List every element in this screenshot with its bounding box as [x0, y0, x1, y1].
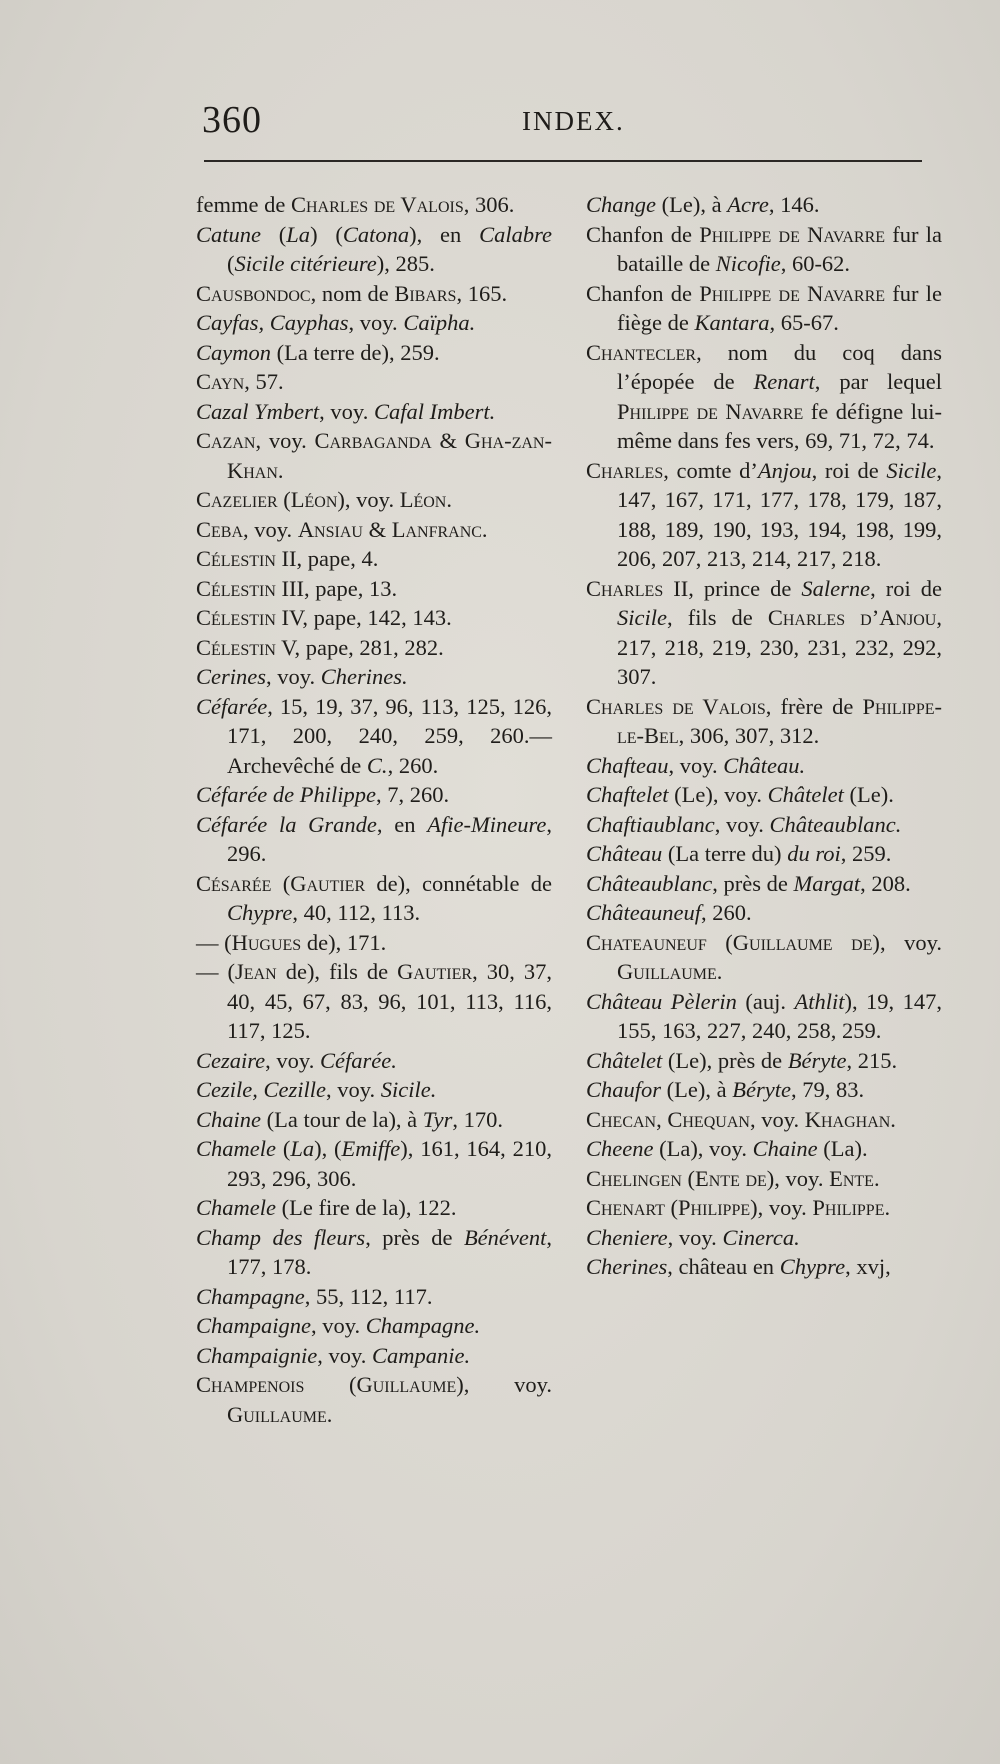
- entry-text-run: (auj.: [736, 988, 795, 1014]
- index-entry: [586, 338, 942, 456]
- entry-text-run: , en: [376, 811, 428, 837]
- entry-text-run: , 306, 307, 312.: [678, 723, 820, 748]
- index-entry: [586, 869, 942, 899]
- entry-text-run: &: [431, 428, 465, 453]
- entry-text-run: , 215.: [846, 1047, 898, 1073]
- entry-text-run: Charles de Valois: [290, 192, 464, 217]
- entry-text-run: , xvj,: [845, 1254, 891, 1279]
- entry-text-run: Philippe de Navarre: [617, 398, 804, 424]
- entry-text-run: (Le), à: [656, 192, 728, 217]
- index-entry: [196, 869, 552, 928]
- entry-text-run: , 15, 19, 37, 96, 113, 125, 126, 171, 200, 240, 259, 260.— Archevêché de: [227, 693, 552, 778]
- entry-text-run: ,: [656, 1106, 668, 1132]
- entry-text-run: Sicile: [886, 457, 937, 483]
- entry-text-run: Cezaire: [196, 1047, 266, 1073]
- index-column-right: [586, 190, 942, 1282]
- entry-text-run: , 165.: [456, 280, 508, 306]
- entry-text-run: , 208.: [860, 870, 911, 896]
- index-entry: [586, 574, 942, 692]
- index-entry: [586, 928, 942, 987]
- entry-text-run: Chafteau: [586, 752, 669, 778]
- entry-text-run: ), 19, 147, 155, 163, 227, 240, 258, 259.: [617, 988, 942, 1043]
- entry-text-run: Chenart (Philippe): [586, 1195, 758, 1220]
- entry-text-run: Cazan: [196, 428, 256, 453]
- index-entry: [196, 515, 552, 545]
- entry-text-run: ), en: [409, 221, 480, 247]
- index-entry: [196, 662, 552, 692]
- entry-text-run: Afie-Mineure: [427, 811, 547, 837]
- entry-text-run: (La tour de la), à: [261, 1106, 423, 1132]
- entry-text-run: Châteauneuf: [586, 900, 701, 925]
- index-entry: [196, 692, 552, 781]
- entry-text-run: Catona: [342, 221, 410, 247]
- entry-text-run: Ente.: [829, 1165, 880, 1191]
- entry-text-run: Châtelet: [767, 782, 844, 807]
- entry-text-run: Chypre: [227, 900, 293, 925]
- entry-text-run: Cheniere: [586, 1224, 668, 1250]
- entry-text-run: La: [290, 1136, 315, 1161]
- entry-text-run: , roi de: [870, 575, 942, 601]
- entry-text-run: , nom du coq dans l’épopée de: [617, 339, 942, 394]
- entry-text-run: Césarée (Gautier: [196, 870, 366, 896]
- entry-text-run: , nom de: [310, 280, 395, 306]
- entry-text-run: , voy.: [311, 1313, 366, 1338]
- index-entry: [196, 1075, 552, 1105]
- entry-text-run: , voy.: [266, 664, 321, 689]
- entry-text-run: , voy.: [348, 310, 404, 335]
- entry-text-run: Calabre: [479, 221, 552, 247]
- entry-text-run: Céfarée: [196, 693, 268, 719]
- entry-text-run: Céfarée.: [319, 1047, 397, 1073]
- running-head: INDEX.: [522, 106, 625, 136]
- index-entry: [196, 544, 552, 574]
- entry-text-run: Chaftiaublanc: [586, 811, 715, 837]
- entry-text-run: C.: [366, 752, 388, 778]
- entry-text-run: Renart: [753, 369, 815, 394]
- index-entry: [196, 279, 552, 309]
- entry-text-run: Cerines: [196, 664, 266, 689]
- entry-text-run: , voy.: [243, 516, 298, 542]
- entry-text-run: Bénévent: [463, 1224, 547, 1250]
- entry-text-run: Béryte: [787, 1047, 847, 1073]
- index-entry: [586, 1164, 942, 1194]
- entry-text-run: , 79, 83.: [790, 1077, 865, 1102]
- entry-text-run: , 30, 37, 40, 45, 67, 83, 96, 101, 113, 116, 117, 125.: [227, 959, 553, 1043]
- entry-text-run: ), 285.: [376, 251, 435, 276]
- entry-text-run: Champaigne: [196, 1313, 311, 1338]
- entry-text-run: , 7, 260.: [375, 782, 450, 807]
- index-entry: [196, 1341, 552, 1371]
- entry-text-run: (Le), près de: [662, 1047, 788, 1073]
- entry-text-run: , 60-62.: [780, 251, 851, 276]
- entry-text-run: (Le), voy.: [668, 782, 768, 807]
- entry-text-run: Cafal Imbert.: [373, 398, 496, 424]
- entry-text-run: , voy.: [774, 1165, 830, 1191]
- entry-text-run: , 40, 112, 113.: [292, 900, 421, 925]
- entry-text-run: , voy.: [714, 811, 770, 837]
- entry-text-run: Cayfas, Cayphas: [196, 310, 349, 335]
- entry-text-run: Chateauneuf (Guillaume de): [586, 929, 880, 955]
- entry-text-run: Margat: [793, 870, 861, 896]
- entry-text-run: Champagne.: [365, 1313, 481, 1338]
- entry-text-run: Château Pèlerin: [586, 988, 737, 1014]
- entry-text-run: (: [261, 221, 287, 247]
- entry-text-run: Chelingen (Ente de): [586, 1165, 775, 1191]
- entry-text-run: Charles: [586, 457, 664, 483]
- index-entry: [586, 839, 942, 869]
- entry-text-run: de), connétable de: [365, 870, 552, 896]
- entry-text-run: Chanfon de: [586, 280, 700, 306]
- entry-text-run: Champagne: [196, 1283, 305, 1309]
- entry-text-run: , voy.: [317, 1342, 373, 1368]
- entry-text-run: , 65-67.: [769, 310, 839, 335]
- entry-text-run: Champ des fleurs: [196, 1224, 366, 1250]
- entry-text-run: , près de: [365, 1224, 464, 1250]
- entry-text-run: Châtelet: [586, 1047, 663, 1073]
- entry-text-run: de), 171.: [301, 929, 387, 955]
- page-header: [0, 98, 1000, 148]
- entry-text-run: II, prince de: [663, 575, 802, 601]
- index-entry: [196, 338, 552, 368]
- entry-text-run: , 260.: [387, 752, 439, 778]
- entry-text-run: , voy.: [757, 1195, 813, 1220]
- entry-text-run: Charles d’Anjou: [767, 605, 937, 630]
- entry-text-run: Chaine: [752, 1136, 818, 1161]
- index-entry: [586, 1105, 942, 1135]
- entry-text-run: Philippe de Navarre: [699, 221, 886, 247]
- entry-text-run: Nicofie: [715, 251, 781, 276]
- entry-text-run: (La terre de), 259.: [271, 339, 440, 365]
- entry-text-run: Château.: [723, 752, 806, 778]
- entry-text-run: Chanfon de: [586, 221, 700, 247]
- entry-text-run: Catune: [196, 221, 261, 247]
- entry-text-run: Anjou: [757, 457, 812, 483]
- index-entry: [586, 220, 942, 279]
- entry-text-run: Château: [586, 841, 663, 866]
- index-entry: [196, 1105, 552, 1135]
- entry-text-run: fur le fiège de: [617, 280, 942, 335]
- index-entry: [586, 1223, 942, 1253]
- entry-text-run: , voy.: [319, 398, 374, 424]
- entry-text-run: du roi: [787, 841, 841, 866]
- entry-text-run: ), 161, 164, 210, 293, 296, 306.: [227, 1136, 552, 1191]
- entry-text-run: Célestin: [196, 575, 276, 601]
- index-entry: [196, 633, 552, 663]
- entry-text-run: (: [275, 1136, 291, 1161]
- index-entry: [196, 485, 552, 515]
- index-entry: [586, 780, 942, 810]
- entry-text-run: Bibars: [394, 280, 457, 306]
- entry-text-run: , voy.: [667, 1224, 723, 1250]
- index-entry: [196, 1282, 552, 1312]
- index-entry: [196, 308, 552, 338]
- index-entry: [196, 1370, 552, 1429]
- index-entry: [586, 987, 942, 1046]
- entry-text-run: Cheene: [586, 1136, 654, 1161]
- entry-text-run: IV, pape, 142, 143.: [275, 605, 452, 630]
- entry-text-run: Sicile: [617, 605, 667, 630]
- entry-text-run: Chamele: [196, 1136, 276, 1161]
- index-entry: [196, 1134, 552, 1193]
- entry-text-run: , 147, 167, 171, 177, 178, 179, 187, 188, 189, 190, 193, 194, 198, 199, 206, 207, 213, 214, 217, 218.: [617, 457, 942, 571]
- entry-text-run: La: [286, 221, 311, 247]
- entry-text-run: Tyr: [422, 1106, 453, 1132]
- entry-text-run: — (: [196, 959, 236, 984]
- entry-text-run: Champaignie: [196, 1342, 318, 1368]
- entry-text-run: V, pape, 281, 282.: [275, 634, 444, 660]
- entry-text-run: , 296.: [227, 811, 552, 866]
- page-number: 360: [202, 99, 262, 141]
- index-entry: [586, 898, 942, 928]
- entry-text-run: Léon.: [399, 487, 452, 512]
- entry-text-run: Céfarée de Philippe: [196, 782, 376, 807]
- index-entry: [586, 279, 942, 338]
- entry-text-run: Céfarée la Grande: [196, 811, 377, 837]
- index-entry: [196, 397, 552, 427]
- entry-text-run: Ceba: [196, 516, 244, 542]
- entry-text-run: III, pape, 13.: [275, 575, 398, 601]
- entry-text-run: Philippe.: [812, 1195, 891, 1220]
- index-entry: [196, 1311, 552, 1341]
- index-entry: [196, 957, 552, 1046]
- entry-text-run: Célestin: [196, 634, 276, 660]
- entry-text-run: Kantara: [694, 310, 770, 335]
- entry-text-run: Caïpha.: [403, 310, 476, 335]
- entry-text-run: ) (: [310, 221, 343, 247]
- entry-text-run: Campanie.: [372, 1342, 471, 1368]
- index-entry: [586, 1075, 942, 1105]
- entry-text-run: Caymon: [196, 339, 271, 365]
- entry-text-run: Cherines.: [320, 664, 408, 689]
- entry-text-run: Lanfranc.: [391, 516, 488, 542]
- entry-text-run: Sicile.: [380, 1077, 437, 1102]
- entry-text-run: Béryte: [732, 1077, 791, 1102]
- entry-text-run: Chaufor: [586, 1077, 662, 1102]
- index-entry: [196, 780, 552, 810]
- entry-text-run: Chaftelet: [586, 782, 669, 807]
- entry-text-run: Khaghan.: [804, 1106, 896, 1132]
- entry-text-run: Chamele: [196, 1195, 276, 1220]
- entry-text-run: Cinerca.: [722, 1224, 800, 1250]
- entry-text-run: , voy.: [749, 1106, 805, 1132]
- entry-text-run: , voy.: [668, 752, 724, 778]
- entry-text-run: Célestin: [196, 546, 276, 571]
- entry-text-run: (Le fire de la), 122.: [275, 1195, 457, 1220]
- index-entry: [196, 1193, 552, 1223]
- entry-text-run: Champenois (Guillaume): [196, 1372, 464, 1397]
- entry-text-run: (La).: [817, 1136, 868, 1161]
- entry-text-run: Checan: [586, 1106, 657, 1132]
- entry-text-run: Châteaublanc: [586, 870, 713, 896]
- index-entry: [196, 367, 552, 397]
- entry-text-run: , voy.: [463, 1372, 552, 1397]
- index-entry: [196, 426, 552, 485]
- index-entry: [196, 810, 552, 869]
- entry-text-run: fe défigne lui-même dans fes vers, 69, 71, 72, 74.: [617, 398, 942, 453]
- entry-text-run: Ansiau: [297, 516, 363, 542]
- entry-text-run: Guillaume.: [617, 959, 723, 984]
- entry-text-run: Cazelier (Léon): [196, 487, 345, 512]
- index-entry: [586, 1252, 942, 1282]
- entry-text-run: , 170.: [452, 1106, 504, 1132]
- entry-text-run: Chequan: [667, 1106, 750, 1132]
- entry-text-run: , comte d’: [663, 457, 758, 483]
- header-rule: [204, 160, 922, 162]
- entry-text-run: Gautier: [397, 959, 473, 984]
- index-entry: [196, 220, 552, 279]
- index-entry: [586, 810, 942, 840]
- entry-text-run: , château en: [667, 1254, 780, 1279]
- entry-text-run: de), fils de: [276, 959, 398, 984]
- entry-text-run: Jean: [235, 959, 277, 984]
- index-entry: [196, 928, 552, 958]
- entry-text-run: , 146.: [768, 192, 820, 217]
- entry-text-run: Athlit: [794, 988, 845, 1014]
- entry-text-run: Cezile, Cezille: [196, 1077, 326, 1102]
- index-entry: [586, 1046, 942, 1076]
- entry-text-run: (La terre du): [662, 841, 788, 866]
- index-entry: [196, 1223, 552, 1282]
- entry-text-run: Chypre: [779, 1254, 846, 1279]
- entry-text-run: Chaine: [196, 1106, 261, 1132]
- index-entry: [196, 603, 552, 633]
- entry-text-run: ), (: [314, 1136, 342, 1161]
- entry-text-run: Célestin: [196, 605, 276, 630]
- entry-text-run: , 177, 178.: [227, 1224, 553, 1279]
- entry-text-run: (Le), à: [661, 1077, 733, 1102]
- entry-text-run: Emiffe: [341, 1136, 401, 1161]
- entry-text-run: fur la bataille de: [617, 221, 942, 276]
- index-entry: [586, 1134, 942, 1164]
- entry-text-run: (: [227, 251, 235, 276]
- entry-text-run: , voy.: [879, 929, 942, 955]
- entry-text-run: femme de: [196, 192, 291, 217]
- entry-text-run: Charles de Valois: [586, 693, 766, 719]
- entry-text-run: Gha-zan-Khan.: [227, 428, 552, 483]
- index-entry: [586, 456, 942, 574]
- index-entry: [586, 751, 942, 781]
- entry-text-run: Cherines: [586, 1254, 668, 1279]
- entry-text-run: Hugues: [231, 929, 302, 955]
- entry-text-run: , par lequel: [814, 369, 942, 394]
- entry-text-run: Salerne: [801, 575, 871, 601]
- entry-text-run: Philippe de Navarre: [699, 280, 886, 306]
- index-entry: [586, 1193, 942, 1223]
- entry-text-run: Sicile citérieure: [234, 251, 377, 276]
- entry-text-run: , 217, 218, 219, 230, 231, 232, 292, 307.: [617, 605, 942, 689]
- entry-text-run: , 57.: [244, 369, 284, 394]
- entry-text-run: Causbondoc: [196, 280, 311, 306]
- index-entry: [586, 692, 942, 751]
- entry-text-run: Charles: [586, 575, 664, 601]
- entry-text-run: II, pape, 4.: [275, 546, 379, 571]
- entry-text-run: Philippe-le-Bel: [617, 693, 942, 748]
- entry-text-run: &: [362, 516, 392, 542]
- entry-text-run: , voy.: [265, 1047, 320, 1073]
- entry-text-run: Acre: [727, 192, 769, 217]
- index-entry: [196, 574, 552, 604]
- entry-text-run: , voy.: [255, 428, 315, 453]
- entry-text-run: , près de: [712, 870, 794, 896]
- entry-text-run: , roi de: [811, 457, 887, 483]
- index-column-left: [196, 190, 552, 1429]
- entry-text-run: , 55, 112, 117.: [304, 1283, 433, 1309]
- entry-text-run: , voy.: [344, 487, 400, 512]
- entry-text-run: Chantecler: [586, 339, 697, 365]
- index-entry: [196, 1046, 552, 1076]
- entry-text-run: (La), voy.: [653, 1136, 753, 1161]
- entry-text-run: Guillaume.: [227, 1401, 333, 1427]
- index-entry: [196, 190, 552, 220]
- entry-text-run: , 306.: [463, 192, 515, 217]
- entry-text-run: — (: [196, 929, 232, 955]
- entry-text-run: , fils de: [666, 605, 768, 630]
- entry-text-run: , 259.: [840, 841, 892, 866]
- entry-text-run: , 260.: [700, 900, 752, 925]
- entry-text-run: , voy.: [325, 1077, 381, 1102]
- entry-text-run: , frère de: [765, 693, 863, 719]
- entry-text-run: (Le).: [843, 782, 894, 807]
- entry-text-run: Cazal Ymbert: [196, 398, 320, 424]
- entry-text-run: Cayn: [196, 369, 245, 394]
- entry-text-run: Carbaganda: [314, 428, 432, 453]
- index-entry: [586, 190, 942, 220]
- entry-text-run: Châteaublanc.: [769, 811, 902, 837]
- entry-text-run: Change: [586, 192, 656, 217]
